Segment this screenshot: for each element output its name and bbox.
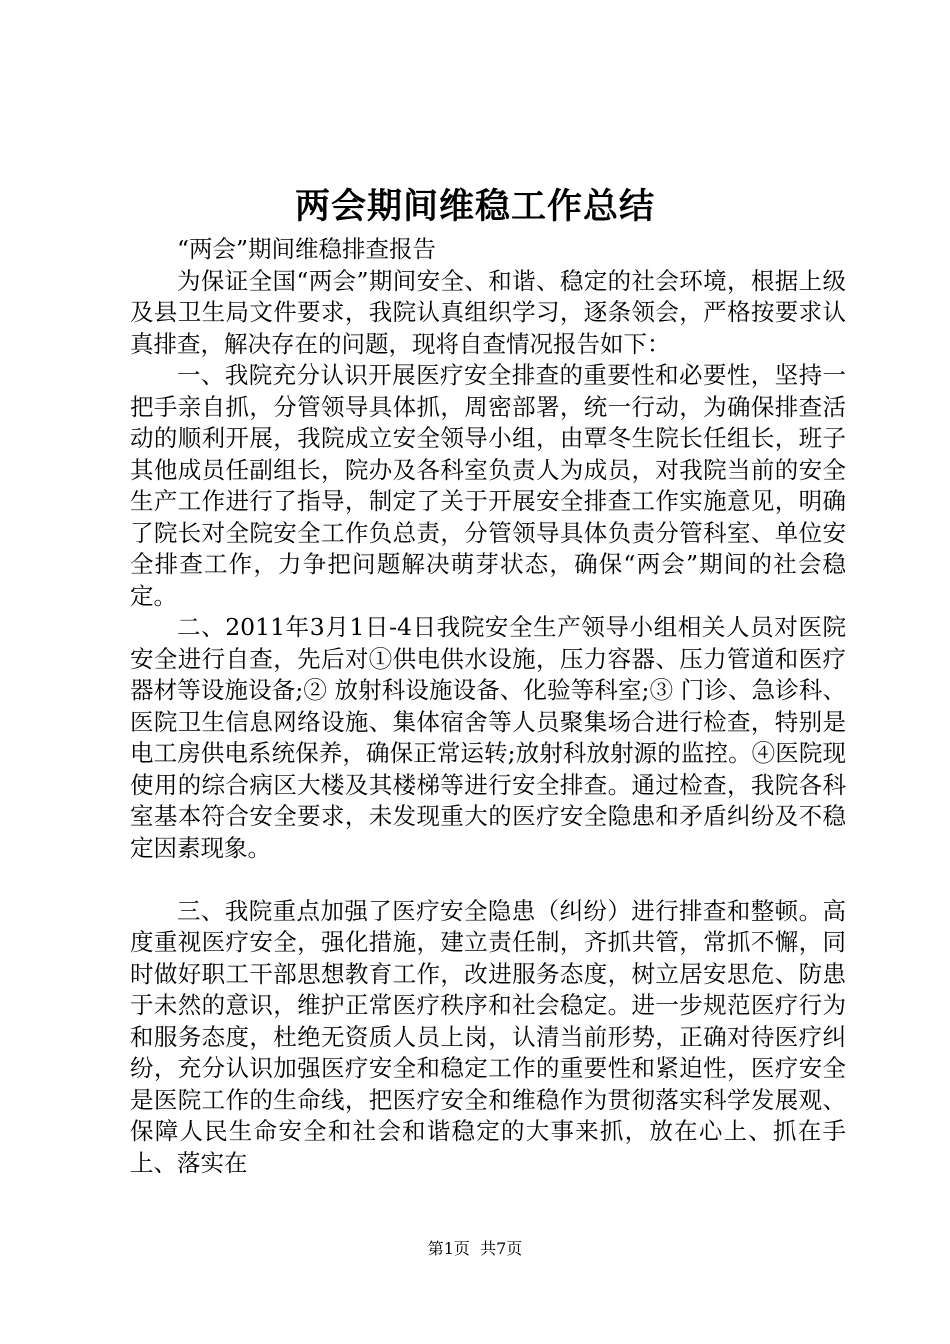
paragraph-section-2: 二、2011年3月1日-4日我院安全生产领导小组相关人员对医院安全进行自查，先后对①供电供水设施，压力容器、压力管道和医疗器材等设施设备;② 放射科设施设备、化验等科室;③ 门诊、急诊科、医院卫生信息网络设施、集体宿舍等人员聚集场合进行检查，特别是电工房供电系统保养，确保正常运转;放射科放射源的监控。④医院现使用的综合病区大楼及其楼梯等进行安全排查。通过检查，我院各科室基本符合安全要求，未发现重大的医疗安全隐患和矛盾纠纷及不稳定因素现象。 [130, 613, 846, 862]
paragraph-subtitle: “两会”期间维稳排查报告 [177, 235, 437, 263]
document-title: 两会期间维稳工作总结 [294, 187, 655, 227]
paragraph-section-3: 三、我院重点加强了医疗安全隐患（纠纷）进行排查和整顿。高度重视医疗安全，强化措施，建立责任制，齐抓共管，常抓不懈，同时做好职工干部思想教育工作，改进服务态度，树立居安思危、防患于未然的意识，维护正常医疗秩序和社会稳定。进一步规范医疗行为和服务态度，杜绝无资质人员上岗，认清当前形势，正确对待医疗纠纷，充分认识加强医疗安全和稳定工作的重要性和紧迫性，医疗安全是医院工作的生命线，把医疗安全和维稳作为贯彻落实科学发展观、保障人民生命安全和社会和谐稳定的大事来抓，放在心上、抓在手上、落实在 [130, 896, 846, 1177]
page-number: 第1页 共7页 [427, 1239, 523, 1258]
paragraph-section-1: 一、我院充分认识开展医疗安全排查的重要性和必要性，坚持一把手亲自抓，分管领导具体抓，周密部署，统一行动，为确保排查活动的顺利开展，我院成立安全领导小组，由覃冬生院长任组长，班子其他成员任副组长，院办及各科室负责人为成员，对我院当前的安全生产工作进行了指导，制定了关于开展安全排查工作实施意见，明确了院长对全院安全工作负总责，分管领导具体负责分管科室、单位安全排查工作，力争把问题解决萌芽状态，确保“两会”期间的社会稳定。 [130, 361, 846, 610]
paragraph-intro: 为保证全国“两会”期间安全、和谐、稳定的社会环境，根据上级及县卫生局文件要求，我院认真组织学习，逐条领会，严格按要求认真排查，解决存在的问题，现将自查情况报告如下： [130, 266, 846, 358]
document-body [130, 234, 846, 1179]
page-footer [0, 1238, 950, 1260]
